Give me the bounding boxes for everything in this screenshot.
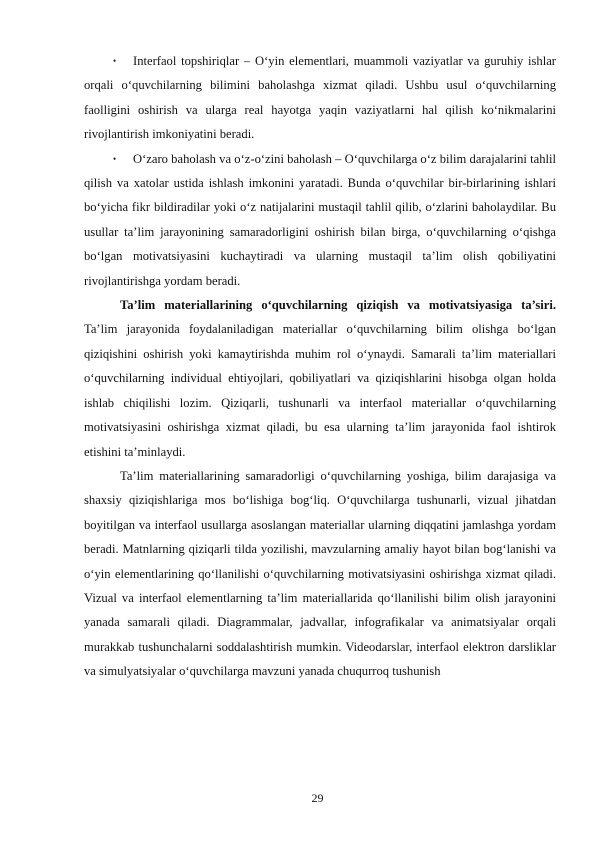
bullet-text: O‘zaro baholash va o‘z-o‘zini baholash – O‘quvchilarga o‘z bilim darajalarini tahlil qilish va xatolar ustida ishlash imkonini yaratadi. Bunda o‘quvchilar bir-birlarining ishlari bo‘yicha fikr bildiradilar yoki o‘z natijalarini mustaqil tahlil qilib, o‘zlarini baholaydilar. Bu usullar ta’lim jarayonining samaradorligini oshirish bilan birga, o‘quvchilarning o‘qishga bo‘lgan motivatsiyasini kuchaytiradi va ularning mustaqil ta’lim olish qobiliyatini rivojlantirishga yordam beradi. (84, 151, 556, 288)
bullet-marker: • (113, 153, 117, 164)
body-paragraph-materials-effectiveness (84, 464, 556, 684)
bullet-marker: • (113, 56, 117, 66)
section-heading: Ta’lim materiallarining o‘quvchilarning qiziqish va motivatsiyasiga ta’siri. (120, 298, 556, 313)
document-page (84, 49, 556, 684)
section-text: Ta’lim jarayonida foydalaniladigan materiallar o‘quvchilarning bilim olishga bo‘lgan qiziqishini oshirish yoki kamaytirishda muhim rol o‘ynaydi. Samarali ta’lim materiallari o‘quvchilarning individual ehtiyojlari, qobiliyatlari va qiziqishlarini hisobga olgan holda ishlab chiqilishi lozim. Qiziqarli, tushunarli va interfaol materiallar o‘quvchilarning motivatsiyasini oshirishga xizmat qiladi, bu esa ularning ta’lim jarayonida faol ishtirok etishini ta’minlaydi. (84, 322, 556, 459)
bullet-paragraph-peer-assessment (84, 147, 556, 293)
body-text: Ta’lim materiallarining samaradorligi o‘quvchilarning yoshiga, bilim darajasiga va shaxsiy qiziqishlariga mos bo‘lishiga bog‘liq. O‘quvchilarga tushunarli, vizual jihatdan boyitilgan va interfaol usullarga asoslangan materiallar ularning diqqatini jamlashga yordam beradi. Matnlarning qiziqarli tilda yozilishi, mavzularning amaliy hayot bilan bog‘lanishi va o‘yin elementlarining qo‘llanilishi o‘quvchilarning motivatsiyasini oshirishga xizmat qiladi. Vizual va interfaol elementlarning ta’lim materiallarida qo‘llanilishi bilim olish jarayonini yanada samarali qiladi. Diagrammalar, jadvallar, infografikalar va animatsiyalar orqali murakkab tushunchalarni soddalashtirish mumkin. Videodarslar, interfaol elektron darsliklar va simulyatsiyalar o‘quvchilarga mavzuni yanada chuqurroq tushunish (84, 468, 556, 679)
bullet-text: Interfaol topshiriqlar – O‘yin elementlari, muammoli vaziyatlar va guruhiy ishlar orqali o‘quvchilarning bilimini baholashga xizmat qiladi. Ushbu usul o‘quvchilarning faolligini oshirish va ularga real hayotga yaqin vaziyatlarni hal qilish ko‘nikmalarini rivojlantirish imkoniyatini beradi. (84, 54, 556, 142)
section-paragraph-materials-influence (84, 293, 556, 464)
bullet-paragraph-interactive-tasks (84, 49, 556, 147)
page-number: 29 (311, 791, 324, 805)
